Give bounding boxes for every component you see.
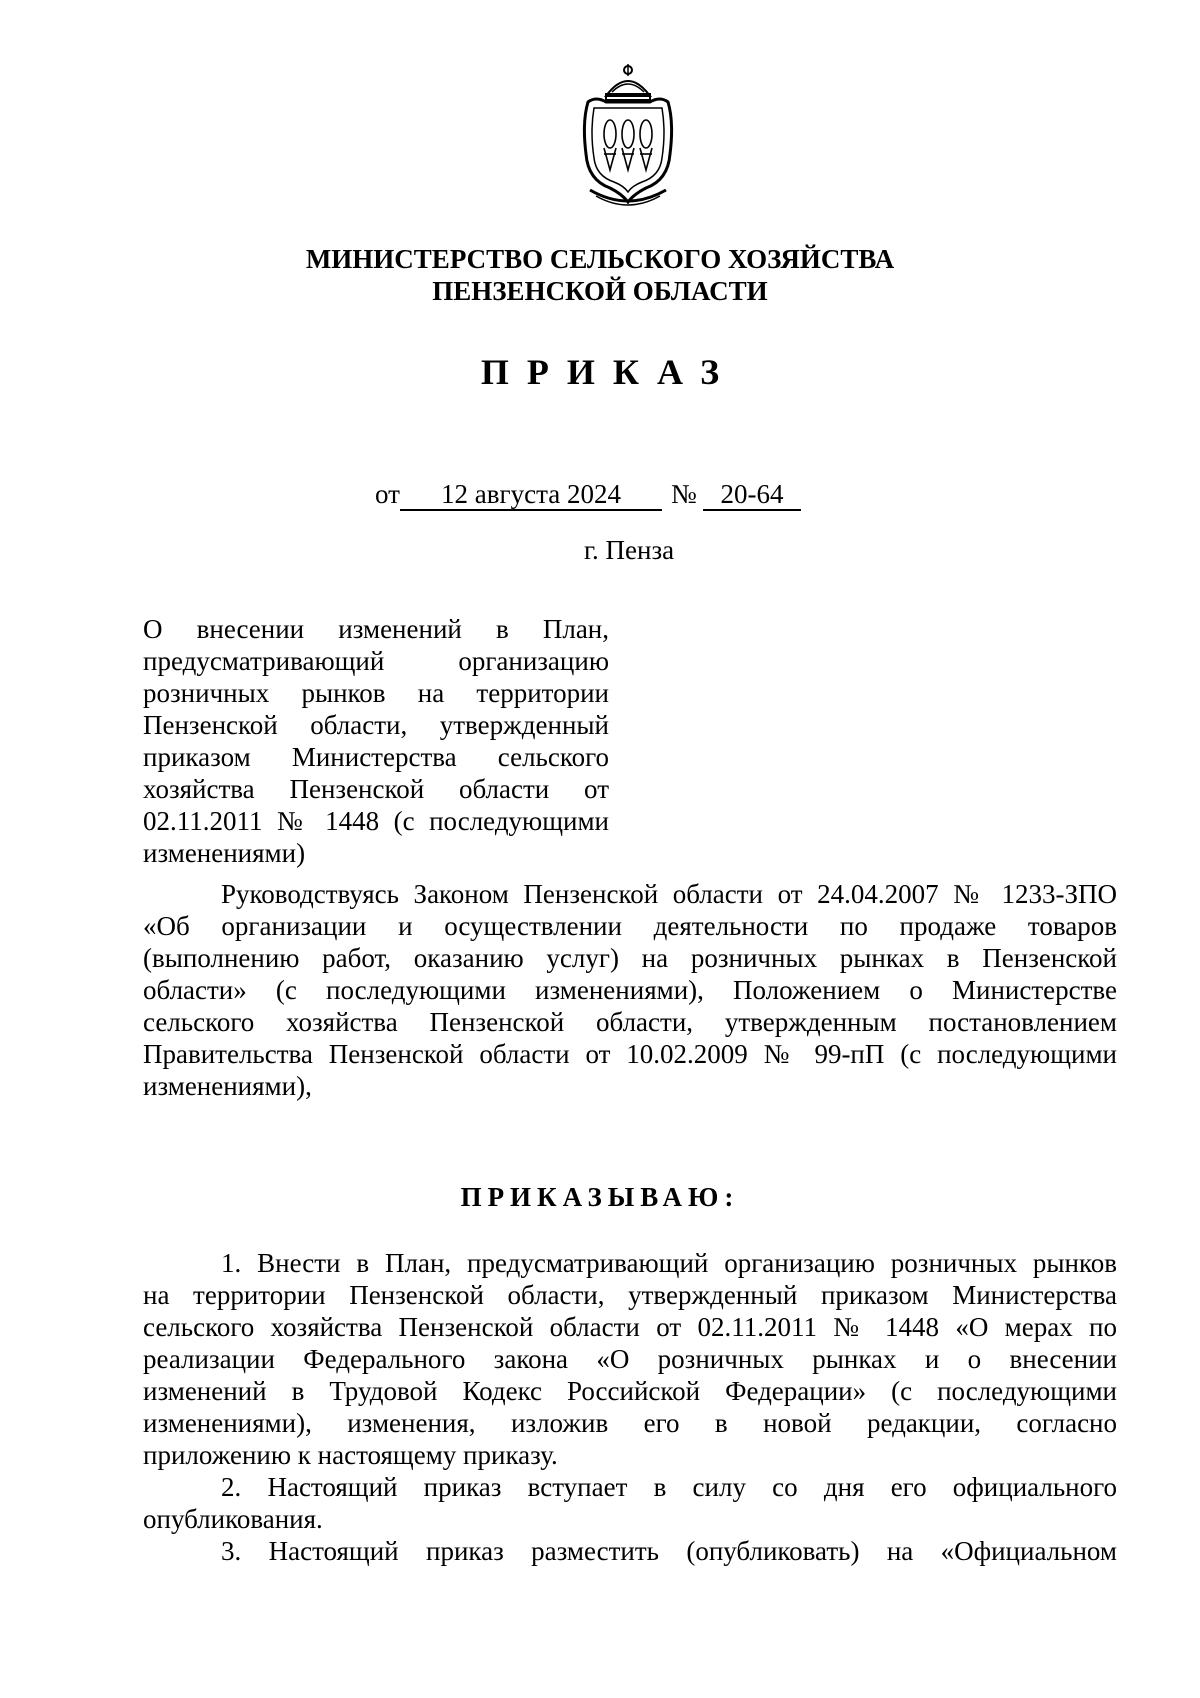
preamble-paragraph — [143, 878, 1117, 1102]
ministry-title-line1: МИНИСТЕРСТВО СЕЛЬСКОГО ХОЗЯЙСТВА — [305, 244, 895, 274]
penza-coat-of-arms-icon — [576, 62, 680, 210]
item-1-line: на территории Пензенской области, утвержденный приказом Министерства — [143, 1280, 1117, 1310]
item-1-line: изменениями), изменения, изложив его в новой редакции, согласно — [143, 1408, 1117, 1438]
item-2-line: 2. Настоящий приказ вступает в силу со дня его официального — [221, 1472, 1117, 1502]
subject-line: изменениями) — [143, 838, 306, 868]
date-value: 12 августа 2024 — [441, 479, 621, 509]
orders-heading: ПРИКАЗЫВАЮ: — [460, 1182, 740, 1212]
preamble-line: сельского хозяйства Пензенской области, утвержденным постановлением — [143, 1007, 1117, 1037]
item-1-line: реализации Федерального закона «О розничных рынках и о внесении — [143, 1344, 1117, 1374]
date-number-line — [0, 477, 1200, 511]
number-field — [703, 477, 801, 511]
subject-line: 02.11.2011 № 1448 (с последующими — [143, 806, 609, 836]
preamble-line: изменениями), — [143, 1071, 312, 1101]
subject-line: хозяйства Пензенской области от — [143, 774, 609, 804]
subject-line: приказом Министерства сельского — [143, 742, 609, 772]
item-2-line: опубликования. — [143, 1504, 323, 1534]
preamble-line: области» (с последующими изменениями), Положением о Министерстве — [143, 975, 1117, 1005]
ministry-title-line2: ПЕНЗЕНСКОЙ ОБЛАСТИ — [432, 276, 768, 306]
item-1-line: изменений в Трудовой Кодекс Российской Федерации» (с последующими — [143, 1376, 1117, 1406]
document-type-title: ПРИКАЗ — [480, 352, 738, 392]
date-field — [400, 477, 662, 511]
number-sign: № — [671, 479, 697, 509]
item-1-line: сельского хозяйства Пензенской области от 02.11.2011 № 1448 «О мерах по — [143, 1312, 1117, 1342]
item-2-paragraph — [143, 1471, 1117, 1535]
subject-line: розничных рынков на территории — [143, 678, 609, 708]
subject-line: предусматривающий организацию — [143, 646, 609, 676]
ministry-title — [180, 243, 1020, 307]
subject-line: О внесении изменений в План, — [143, 614, 609, 644]
preamble-line: Правительства Пензенской области от 10.02.2009 № 99-пП (с последующими — [143, 1039, 1117, 1069]
preamble-line: Руководствуясь Законом Пензенской области от 24.04.2007 № 1233-ЗПО — [221, 879, 1117, 909]
preamble-line: (выполнению работ, оказанию услуг) на розничных рынках в Пензенской — [143, 943, 1117, 973]
item-1-paragraph — [143, 1247, 1117, 1471]
item-3-paragraph — [143, 1535, 1117, 1567]
item-3-line: 3. Настоящий приказ разместить (опубликовать) на «Официальном — [221, 1536, 1117, 1566]
subject-block — [143, 613, 609, 869]
subject-line: Пензенской области, утвержденный — [143, 710, 609, 740]
item-1-line: 1. Внести в План, предусматривающий организацию розничных рынков — [221, 1248, 1117, 1278]
item-1-line: приложению к настоящему приказу. — [143, 1440, 558, 1470]
city: г. Пенза — [584, 535, 675, 565]
number-value: 20-64 — [720, 479, 784, 509]
date-prefix: от — [375, 479, 400, 509]
preamble-line: «Об организации и осуществлении деятельности по продаже товаров — [143, 911, 1117, 941]
